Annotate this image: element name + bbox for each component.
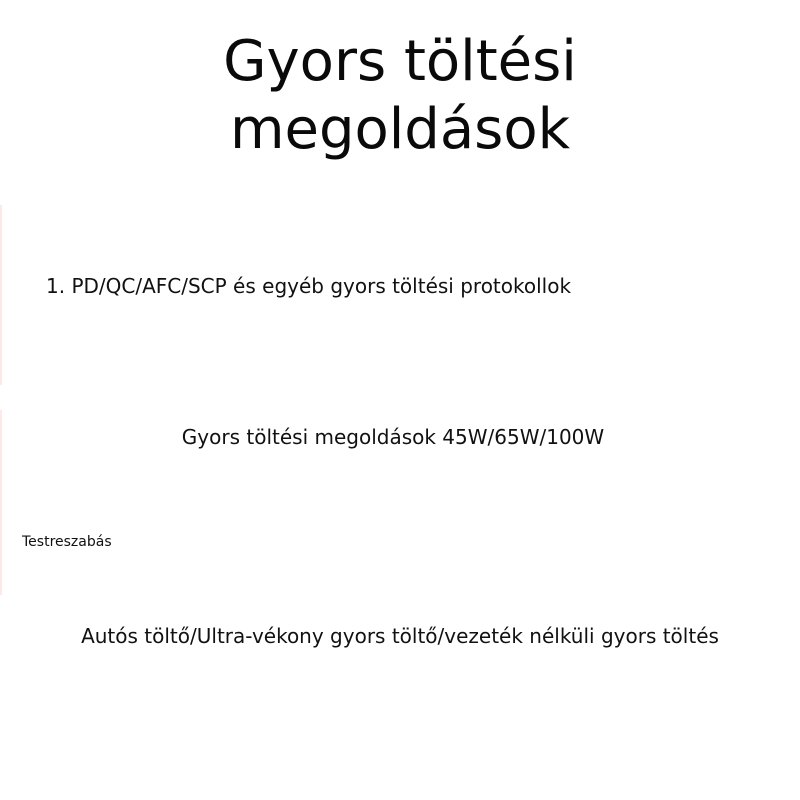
power-options-text: Gyors töltési megoldások 45W/65W/100W [181,425,605,449]
customization-label: Testreszabás [22,534,112,550]
page-title [0,28,800,164]
protocols-text: 1. PD/QC/AFC/SCP és egyéb gyors töltési protokollok [46,274,572,298]
page-title-line-1: Gyors töltési [223,29,577,94]
page-title-line-2: megoldások [229,97,571,162]
product-types-text: Autós töltő/Ultra-vékony gyors töltő/vezeték nélküli gyors töltés [81,624,719,648]
left-edge-tint-top [0,205,2,385]
